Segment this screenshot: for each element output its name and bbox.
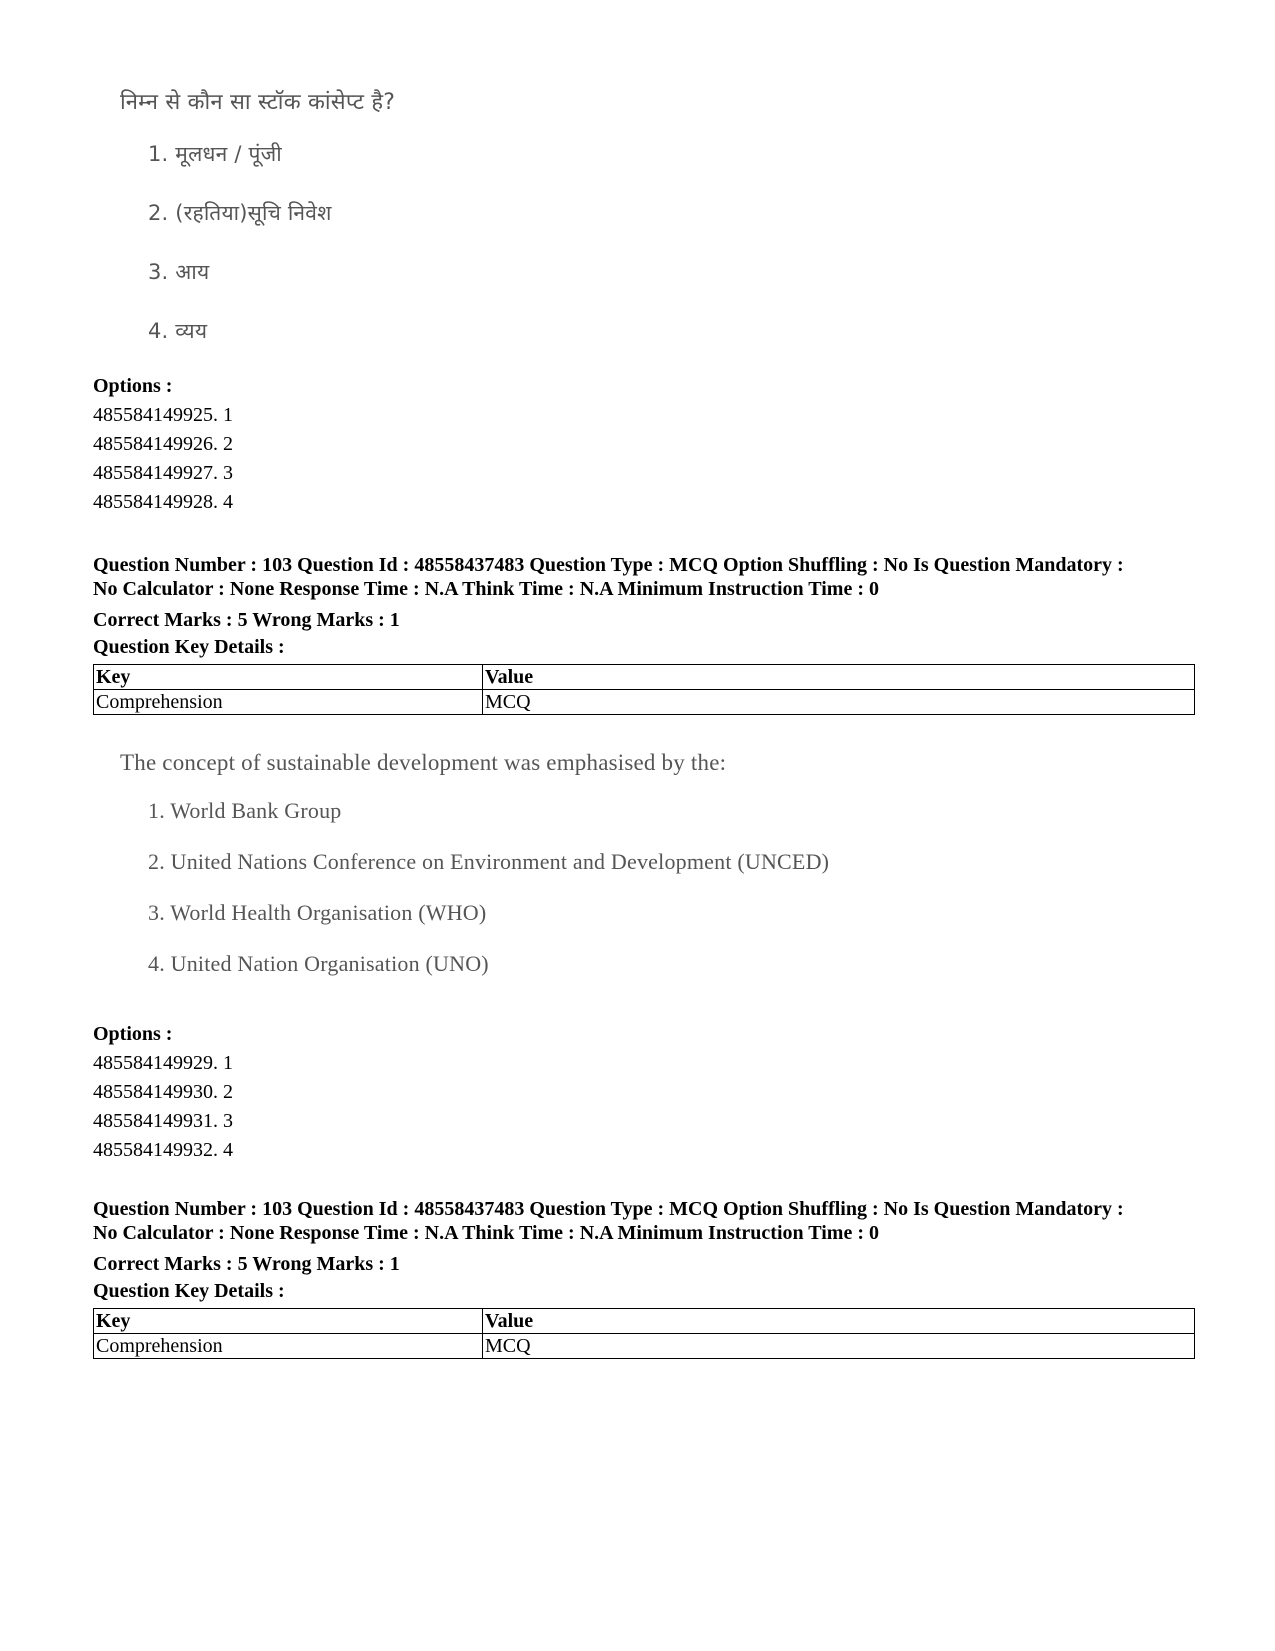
- options-label: Options :: [93, 375, 173, 397]
- question-choice: 1. मूलधन / पूंजी: [148, 142, 282, 166]
- options-list: [93, 1020, 233, 1165]
- options-list: [93, 372, 233, 517]
- question-key-details-label: Question Key Details :: [93, 1280, 285, 1302]
- question-image-hindi: [120, 86, 395, 376]
- question-meta-line: No Calculator : None Response Time : N.A Think Time : N.A Minimum Instruction Time : 0: [93, 1222, 879, 1244]
- question-prompt: The concept of sustainable development was emphasised by the:: [120, 750, 727, 775]
- option-item: 485584149926. 2: [93, 433, 233, 455]
- option-item: 485584149931. 3: [93, 1110, 233, 1132]
- question-image-english: [120, 750, 829, 1002]
- option-item: 485584149929. 1: [93, 1052, 233, 1074]
- table-cell: Comprehension: [94, 690, 483, 715]
- option-item: 485584149932. 4: [93, 1139, 233, 1161]
- question-meta-line: Question Number : 103 Question Id : 48558437483 Question Type : MCQ Option Shuffling : No Is Question Mandatory :: [93, 1198, 1124, 1220]
- question-choice: 4. व्यय: [148, 319, 208, 343]
- question-key-details-label: Question Key Details :: [93, 636, 285, 658]
- table-header-row: [94, 665, 1195, 690]
- table-row: [94, 690, 1195, 715]
- table-cell: MCQ: [483, 690, 1195, 715]
- table-header-cell: Key: [94, 1309, 483, 1334]
- key-details-table: [93, 664, 1195, 715]
- question-prompt: निम्न से कौन सा स्टॉक कांसेप्ट है?: [120, 90, 396, 115]
- question-meta: [93, 1197, 1193, 1359]
- question-marks: Correct Marks : 5 Wrong Marks : 1: [93, 1253, 400, 1275]
- question-choice: 3. World Health Organisation (WHO): [148, 900, 487, 925]
- question-choice: 4. United Nation Organisation (UNO): [148, 951, 489, 976]
- option-item: 485584149925. 1: [93, 404, 233, 426]
- question-meta-line: Question Number : 103 Question Id : 48558437483 Question Type : MCQ Option Shuffling : No Is Question Mandatory :: [93, 554, 1124, 576]
- question-marks: Correct Marks : 5 Wrong Marks : 1: [93, 609, 400, 631]
- question-choice: 3. आय: [148, 260, 210, 284]
- table-cell: Comprehension: [94, 1334, 483, 1359]
- table-header-cell: Value: [483, 665, 1195, 690]
- question-meta: [93, 553, 1193, 715]
- table-cell: MCQ: [483, 1334, 1195, 1359]
- question-meta-line: No Calculator : None Response Time : N.A Think Time : N.A Minimum Instruction Time : 0: [93, 578, 879, 600]
- option-item: 485584149928. 4: [93, 491, 233, 513]
- key-details-table: [93, 1308, 1195, 1359]
- table-row: [94, 1334, 1195, 1359]
- table-header-cell: Key: [94, 665, 483, 690]
- question-choice: 1. World Bank Group: [148, 798, 342, 823]
- option-item: 485584149927. 3: [93, 462, 233, 484]
- table-header-cell: Value: [483, 1309, 1195, 1334]
- question-choice: 2. United Nations Conference on Environment and Development (UNCED): [148, 849, 830, 874]
- option-item: 485584149930. 2: [93, 1081, 233, 1103]
- question-choice: 2. (रहतिया)सूचि निवेश: [148, 201, 332, 225]
- options-label: Options :: [93, 1023, 173, 1045]
- table-header-row: [94, 1309, 1195, 1334]
